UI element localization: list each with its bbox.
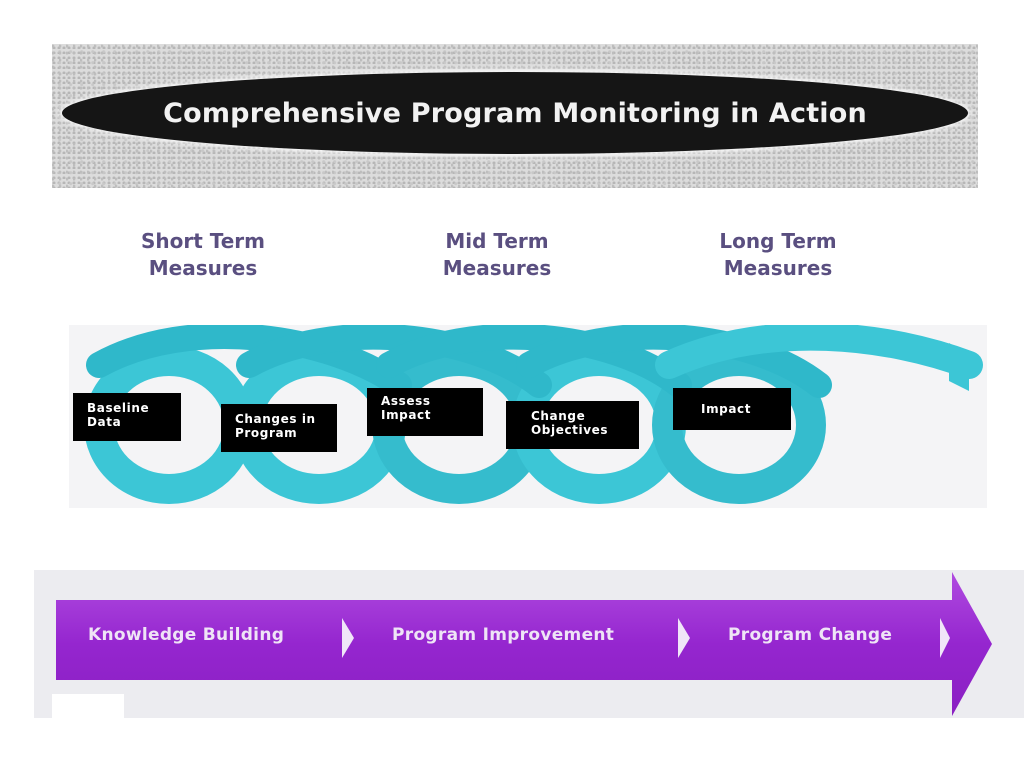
spiral-diagram xyxy=(69,325,987,508)
step-changes-in-program xyxy=(221,404,337,452)
step-line: Impact xyxy=(381,408,432,422)
term-long-line2: Measures xyxy=(723,256,833,280)
term-short-line1: Short Term xyxy=(140,229,266,253)
stage-program-change: Program Change xyxy=(728,625,893,645)
term-short xyxy=(128,228,278,282)
step-line: Data xyxy=(87,415,122,429)
term-mid xyxy=(422,228,572,282)
stage-program-improvement: Program Improvement xyxy=(392,625,615,645)
step-impact xyxy=(673,388,791,430)
term-long-line1: Long Term xyxy=(719,229,837,253)
step-line: Change xyxy=(531,409,586,423)
term-long xyxy=(703,228,853,282)
step-baseline-data xyxy=(73,393,181,441)
step-change-objectives xyxy=(506,401,639,449)
term-short-line2: Measures xyxy=(148,256,258,280)
step-line: Baseline xyxy=(87,401,150,415)
step-line: Assess xyxy=(381,394,431,408)
step-line: Changes in xyxy=(235,412,316,426)
term-mid-line1: Mid Term xyxy=(445,229,549,253)
title-banner xyxy=(52,44,978,188)
step-line: Impact xyxy=(701,402,752,416)
step-line: Program xyxy=(235,426,298,440)
stage-knowledge-building: Knowledge Building xyxy=(88,625,285,645)
spiral-ribbon xyxy=(669,337,969,365)
term-mid-line2: Measures xyxy=(442,256,552,280)
page-title: Comprehensive Program Monitoring in Action xyxy=(163,97,867,129)
step-assess-impact xyxy=(367,388,483,436)
white-patch xyxy=(52,694,124,718)
title-oval xyxy=(62,72,968,154)
step-line: Objectives xyxy=(531,423,609,437)
